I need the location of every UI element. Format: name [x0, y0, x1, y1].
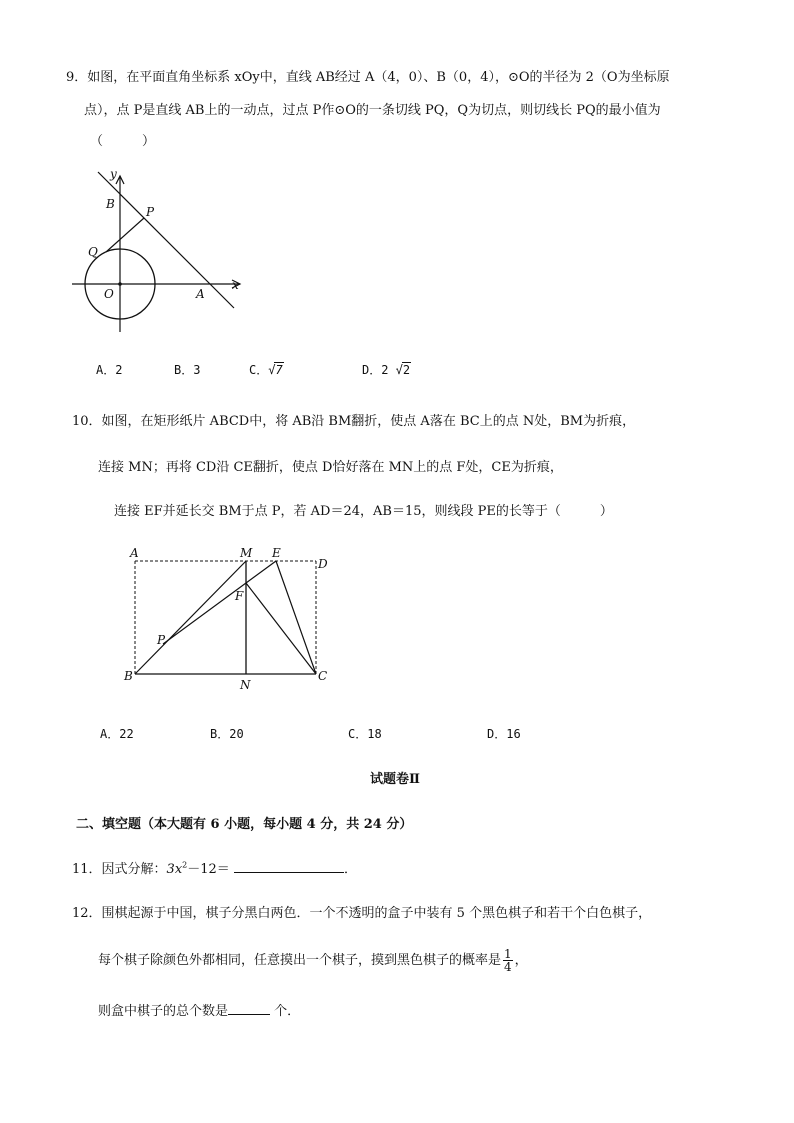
q9-line-1: 9．如图，在平面直角坐标系 xOy中，直线 AB经过 A（4，0）、B（0，4），⊙O的半径为 2（O为坐标原	[66, 70, 670, 85]
line-ab	[98, 172, 234, 308]
q10-choice-b: B．20	[210, 727, 244, 741]
probability-fraction: $\frac{1}{4}$	[504, 947, 512, 974]
segment-bm	[135, 561, 246, 674]
label-b: B	[106, 197, 115, 211]
q10-line-1: 10．如图，在矩形纸片 ABCD中，将 AB沿 BM翻折，使点 A落在 BC上的点 N处，BM为折痕，	[72, 414, 636, 429]
paper-ii-title: 试题卷Ⅱ	[370, 772, 420, 787]
segment-fc	[246, 583, 316, 674]
label-e: E	[272, 546, 281, 560]
label-d: D	[318, 557, 328, 571]
label-a: A	[196, 287, 205, 301]
label-b: B	[124, 669, 133, 683]
label-y: y	[110, 167, 117, 181]
q12-line-2: 每个棋子除颜色外都相同，任意摸出一个棋子，摸到黑色棋子的概率是 $\frac{1}{4}$ ，	[98, 947, 528, 974]
q11-answer-blank[interactable]	[234, 872, 344, 873]
q9-line-2: 点），点 P是直线 AB上的一动点，过点 P作⊙O的一条切线 PQ，Q为切点，则切线长 PQ的最小值为	[84, 103, 661, 118]
q9-figure	[60, 160, 260, 340]
label-n: N	[240, 678, 251, 692]
q10-line-3: 连接 EF并延长交 BM于点 P，若 AD＝24，AB＝15，则线段 PE的长等于（ ）	[114, 504, 613, 519]
q9-answer-paren: （ ）	[90, 134, 156, 149]
label-x: x	[232, 278, 239, 292]
q12-line-3: 则盒中棋子的总个数是 个．	[98, 1004, 301, 1019]
q10-choice-c: C．18	[348, 727, 382, 741]
q9-choice-d: D．2 √2	[362, 363, 411, 377]
q9-choice-a: A．2	[96, 363, 123, 377]
label-o: O	[104, 287, 114, 301]
label-q: Q	[88, 245, 98, 259]
q9-choice-c: C．√7	[249, 363, 283, 377]
q11: 11．因式分解：$3x^2-12=$ ．	[72, 860, 357, 877]
label-p: P	[146, 205, 155, 219]
q12-answer-blank[interactable]	[228, 1014, 270, 1015]
label-m: M	[240, 546, 253, 560]
section-2-heading: 二、填空题（本大题有 6 小题，每小题 4 分，共 24 分）	[76, 817, 413, 832]
q10-line-2: 连接 MN；再将 CD沿 CE翻折，使点 D恰好落在 MN上的点 F处，CE为折痕，	[98, 460, 563, 475]
label-p: P	[157, 633, 166, 647]
label-f: F	[235, 589, 244, 603]
center-point	[118, 282, 122, 286]
segment-ec	[276, 561, 316, 674]
label-c: C	[318, 669, 328, 683]
q10-choice-a: A．22	[100, 727, 134, 741]
q10-choice-d: D．16	[487, 727, 521, 741]
q9-choice-b: B．3	[174, 363, 201, 377]
label-a: A	[130, 546, 139, 560]
q10-figure	[118, 540, 348, 695]
q12-line-1: 12．围棋起源于中国，棋子分黑白两色．一个不透明的盒子中装有 5 个黑色棋子和若干个白色棋子，	[72, 906, 652, 921]
tangent-pq	[106, 218, 144, 252]
segment-ep	[163, 561, 276, 644]
